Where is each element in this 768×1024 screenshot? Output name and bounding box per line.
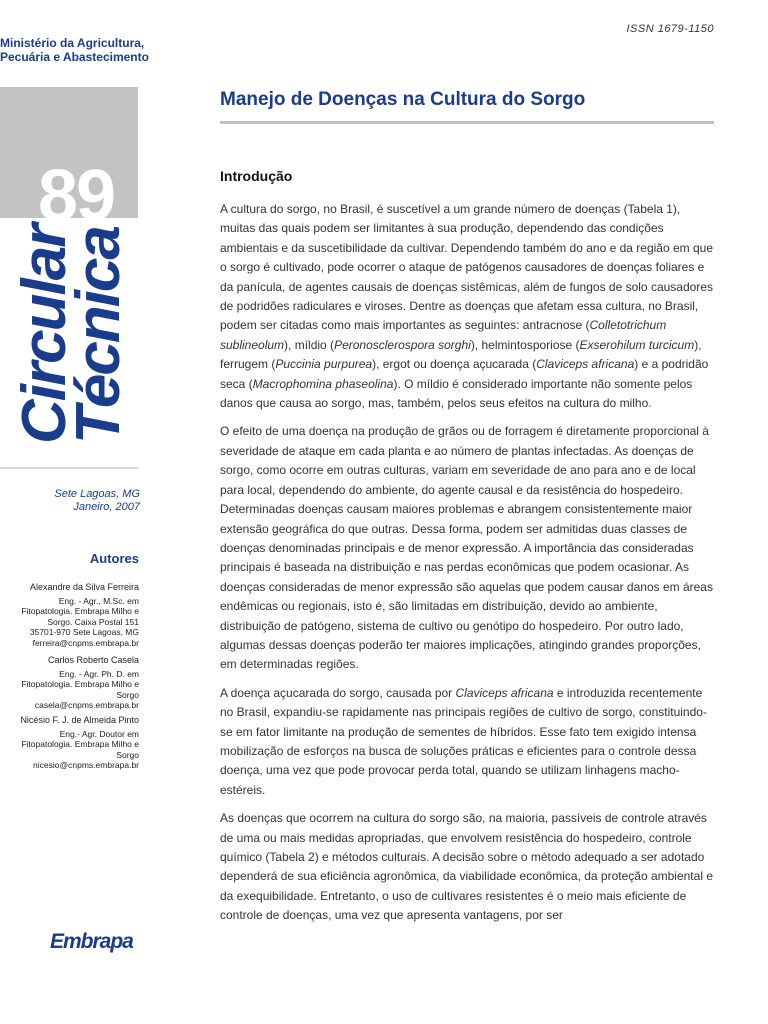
author-name: Carlos Roberto Casela [47, 655, 139, 665]
text-run: ), ferrugem ( [220, 337, 702, 372]
author-name: Alexandre da Silva Ferreira [29, 582, 139, 592]
author-line: Eng.- Agr. Doutor em [59, 728, 139, 739]
title-rule [220, 121, 714, 124]
paragraph [220, 684, 714, 800]
author-line: Fitopatologia. Embrapa Milho e [21, 679, 139, 689]
ministry-line-1: Ministério da Agricultura, [0, 36, 145, 50]
text-run: ), helmintosporiose ( [470, 337, 580, 352]
place-date [0, 488, 140, 514]
document-title: Manejo de Doenças na Cultura do Sorgo [220, 89, 586, 110]
author-line: Fitopatologia. Embrapa Milho e [21, 606, 139, 616]
author-line: Sorgo [116, 689, 139, 700]
text-run: e introduzida recentemente no Brasil, expandiu-se rapidamente nas principais regiões de cultivo de sorgo, constituindo-se em fator limitante na produção de sementes de híbridos. Esse fato tem exigido intensa mobilização de esforços na busca de soluções práticas e eficientes para o controle dessa doença, uma vez que pode provocar perda total, quando se utilizam linhagens macho-estéreis. [220, 685, 707, 797]
species-name: Peronosclerospora sorghi [334, 337, 471, 352]
author-line: Eng. - Agr. Ph. D. em [59, 668, 139, 679]
paragraph [220, 200, 714, 413]
date: Janeiro, 2007 [73, 501, 140, 513]
author-block [0, 582, 139, 648]
author-line: Sorgo [116, 749, 139, 760]
ministry-name [0, 36, 149, 64]
ministry-line-2: Pecuária e Abastecimento [0, 50, 149, 64]
author-email: nicesio@cnpms.embrapa.br [33, 760, 139, 770]
author-line: Eng. - Agr., M.Sc. em [58, 595, 139, 606]
author-email: ferreira@cnpms.embrapa.br [32, 637, 139, 648]
section-heading: Introdução [220, 168, 293, 184]
author-email: casela@cnpms.embrapa.br [34, 700, 139, 710]
embrapa-logo [50, 930, 142, 966]
paragraph: As doenças que ocorrem na cultura do sorgo são, na maioria, passíveis de controle através de uma ou mais medidas apropriadas, que envolvem resistência do hospedeiro, controle químico (Tabela 2) e métodos culturais. A decisão sobre o método adequado a ser adotado dependerá de sua eficiência agronômica, da viabilidade econômica, da proteção ambiental e da exequibilidade. Entretanto, o uso de cultivares resistentes é o meio mais eficiente de controle de doenças, uma vez que apresenta vantagens, por ser [220, 811, 713, 923]
species-name: Macrophomina phaseolina [252, 376, 394, 391]
series-title [10, 204, 138, 444]
text-run: A cultura do sorgo, no Brasil, é suscetível a um grande número de doenças (Tabela 1), muitas das quais podem ser limitantes à sua produção, dependendo das condições ambientais e da suscetibilidade da cultivar. Dependendo também do ano e da região em que o sorgo é cultivado, pode ocorrer o ataque de patógenos causadores de doenças foliares e da panícula, de agentes causais de doenças sistêmicas, além de fungos de solo causadores de podridões radiculares e viroses. Dentre as doenças que afetam essa cultura, no Brasil, podem ser citadas como mais importantes as seguintes: antracnose ( [220, 202, 713, 333]
author-block [0, 655, 139, 711]
species-name: Claviceps africana [455, 685, 554, 700]
author-name: Nicésio F. J. de Almeida Pinto [20, 715, 139, 725]
paragraph: O efeito de uma doença na produção de grãos ou de forragem é diretamente proporcional à severidade de ataque em cada planta e ao número de plantas infectadas. As doenças de sorgo, como ocorre em outras culturas, variam em severidade de ano para ano e de local para local, dependendo do ambiente, do agente causal e da resistência do hospedeiro. Determinadas doenças causam maiores problemas e abrangem consistentemente maior extensão geográfica do que outras. Dessa forma, podem ser admitidas duas classes de doenças denominadas principais e de menor expressão. A importância das consideradas principais é baseada na distribuição e nas perdas econômicas que podem ocasionar. As doenças consideradas de menor expressão são aquelas que podem causar danos em áreas endêmicas ou regionais, isto é, são limitadas em distribuição, devido ao ambiente, distribuição de patógeno, sistema de cultivo ou genótipo do hospedeiro. Por outro lado, algumas dessas doenças poderão ter maiores implicações, atingindo grandes proporções, em determinadas regiões. [220, 424, 713, 672]
circular-number: 89 [38, 156, 115, 236]
text-run: ). O míldio é considerado importante não somente pelos danos que causa ao sorgo, mas, também, pelos seus efeitos na cultura do milho. [220, 376, 693, 411]
author-line: Sorgo. Caixa Postal 151 [47, 616, 139, 627]
species-name: Colletotrichum sublineolum [220, 318, 667, 352]
text-run: ), ergot ou doença açucarada ( [372, 357, 537, 372]
body-text [220, 200, 714, 935]
author-line: 35701-970 Sete Lagoas, MG [29, 627, 139, 637]
author-block [0, 715, 139, 771]
species-name: Claviceps africana [536, 357, 635, 372]
author-line: Fitopatologia. Embrapa Milho e [21, 739, 139, 749]
species-name: Puccinia purpurea [275, 357, 373, 372]
text-run: ), míldio ( [284, 337, 335, 352]
text-run: A doença açucarada do sorgo, causada por [220, 685, 456, 700]
place: Sete Lagoas, MG [54, 488, 140, 500]
embrapa-logo-text: Embrapa [50, 930, 133, 953]
text-run: ) e a podridão seca ( [220, 357, 709, 391]
series-title-line-2: Técnica [64, 227, 133, 444]
sidebar-divider [0, 467, 138, 469]
issn-label: ISSN 1679-1150 [626, 23, 714, 35]
series-title-line-1: Circular [10, 225, 79, 444]
authors-heading: Autores [89, 551, 139, 566]
species-name: Exserohilum turcicum [579, 337, 695, 352]
